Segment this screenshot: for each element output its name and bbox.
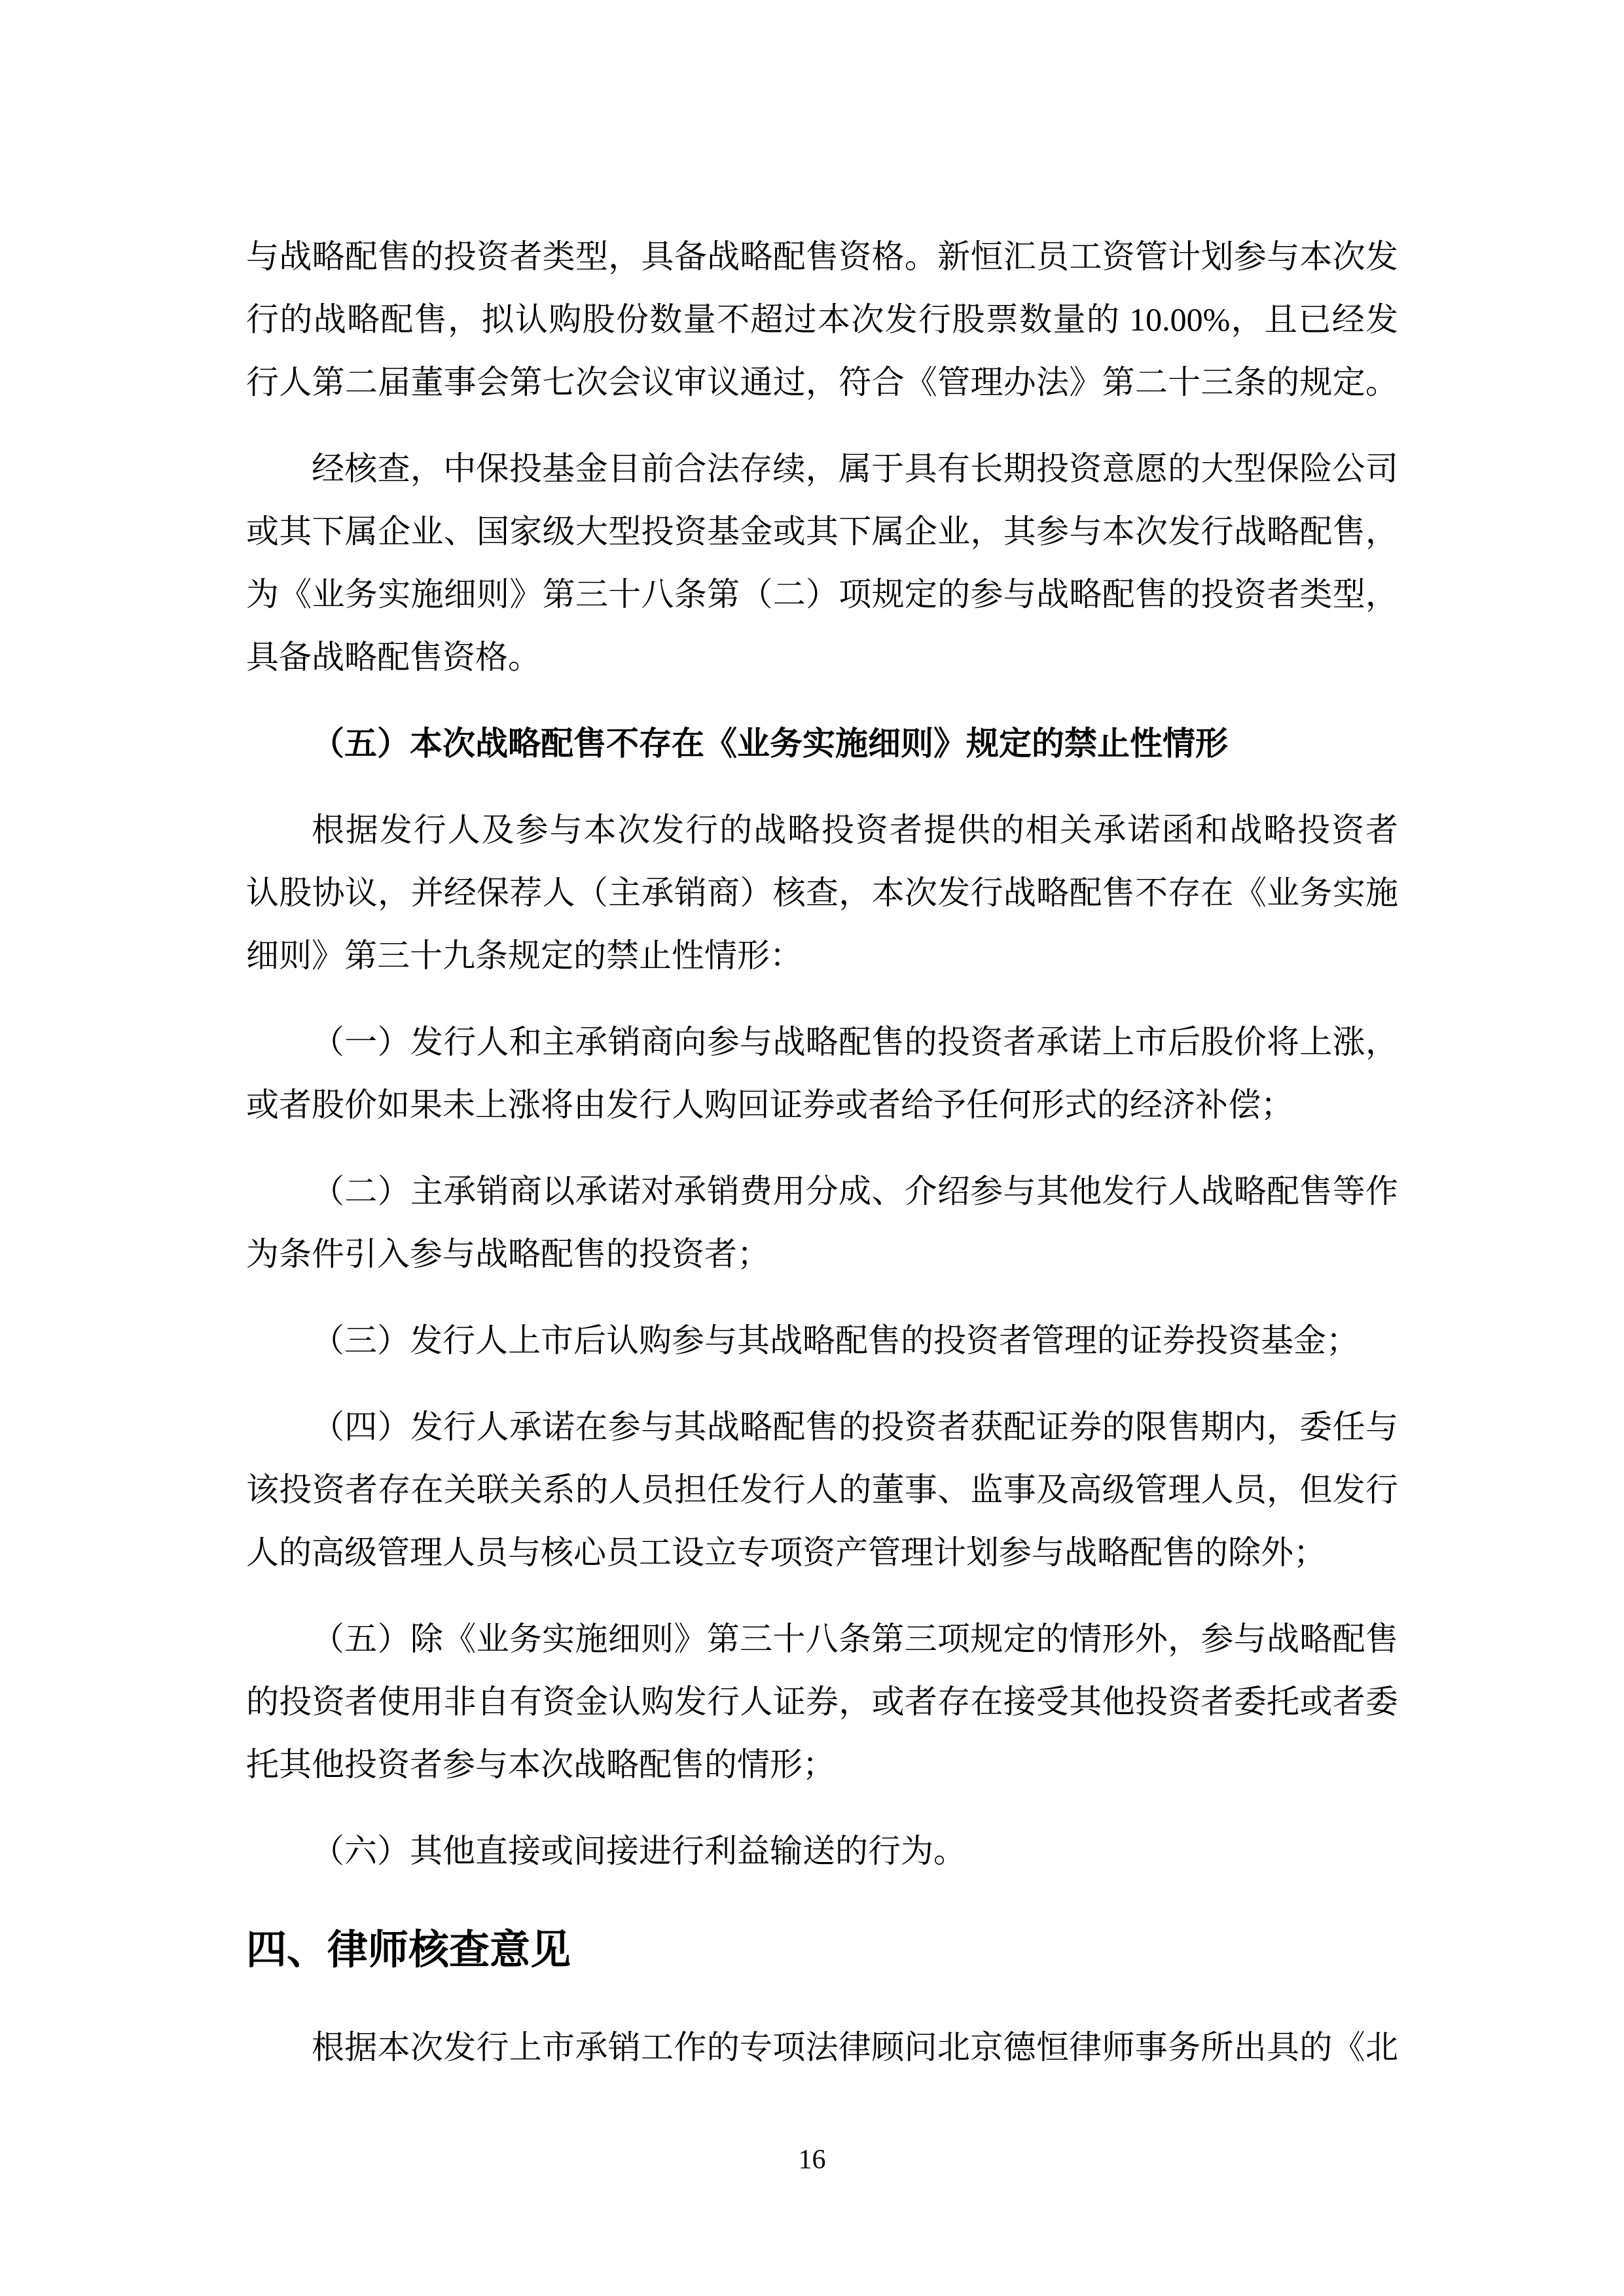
- para-basis-line-1: 根据发行人及参与本次发行的战略投资者提供的相关承诺函和战略投资者: [312, 812, 1398, 848]
- item-2-line-1: （二）主承销商以承诺对承销费用分成、介绍参与其他发行人战略配售等作: [312, 1173, 1398, 1210]
- item-4-line-2: 该投资者存在关联关系的人员担任发行人的董事、监事及高级管理人员，但发行: [246, 1471, 1398, 1508]
- subsection-heading-item5: （五）本次战略配售不存在《业务实施细则》规定的禁止性情形: [312, 725, 1228, 762]
- item-6-line-1: （六）其他直接或间接进行利益输送的行为。: [312, 1833, 966, 1869]
- item-1-line-1: （一）发行人和主承销商向参与战略配售的投资者承诺上市后股价将上涨，: [312, 1024, 1398, 1060]
- item-4-line-3: 人的高级管理人员与核心员工设立专项资产管理计划参与战略配售的除外；: [246, 1534, 1326, 1571]
- item-3-line-1: （三）发行人上市后认购参与其战略配售的投资者管理的证券投资基金；: [312, 1322, 1359, 1359]
- para-verification-line-2: 或其下属企业、国家级大型投资基金或其下属企业，其参与本次发行战略配售，: [246, 513, 1398, 550]
- item-5-line-1: （五）除《业务实施细则》第三十八条第三项规定的情形外，参与战略配售: [312, 1621, 1398, 1657]
- para-basis-line-2: 认股协议，并经保荐人（主承销商）核查，本次发行战略配售不存在《业务实施: [246, 874, 1398, 911]
- page-number: 16: [798, 2145, 826, 2175]
- item-2-line-2: 为条件引入参与战略配售的投资者；: [246, 1236, 770, 1272]
- item-5-line-3: 托其他投资者参与本次战略配售的情形；: [246, 1746, 835, 1783]
- para-continuation-line-2: 行的战略配售，拟认购股份数量不超过本次发行股票数量的 10.00%，且已经发: [246, 301, 1398, 338]
- item-4-line-1: （四）发行人承诺在参与其战略配售的投资者获配证券的限售期内，委任与: [312, 1408, 1398, 1445]
- para-verification-line-3: 为《业务实施细则》第三十八条第（二）项规定的参与战略配售的投资者类型，: [246, 576, 1398, 613]
- chapter-heading-section4: 四、律师核查意见: [246, 1928, 571, 1973]
- para-basis-line-3: 细则》第三十九条规定的禁止性情形：: [246, 937, 803, 974]
- item-1-line-2: 或者股价如果未上涨将由发行人购回证券或者给予任何形式的经济补偿；: [246, 1086, 1293, 1123]
- para-verification-line-4: 具备战略配售资格。: [246, 639, 541, 675]
- para-continuation-line-3: 行人第二届董事会第七次会议审议通过，符合《管理办法》第二十三条的规定。: [246, 364, 1398, 401]
- para-verification-line-1: 经核查，中保投基金目前合法存续，属于具有长期投资意愿的大型保险公司: [312, 450, 1398, 487]
- para-continuation-line-1: 与战略配售的投资者类型，具备战略配售资格。新恒汇员工资管计划参与本次发: [246, 238, 1398, 275]
- item-5-line-2: 的投资者使用非自有资金认购发行人证券，或者存在接受其他投资者委托或者委: [246, 1683, 1398, 1720]
- para-legal-opinion-line-1: 根据本次发行上市承销工作的专项法律顾问北京德恒律师事务所出具的《北: [312, 2029, 1398, 2066]
